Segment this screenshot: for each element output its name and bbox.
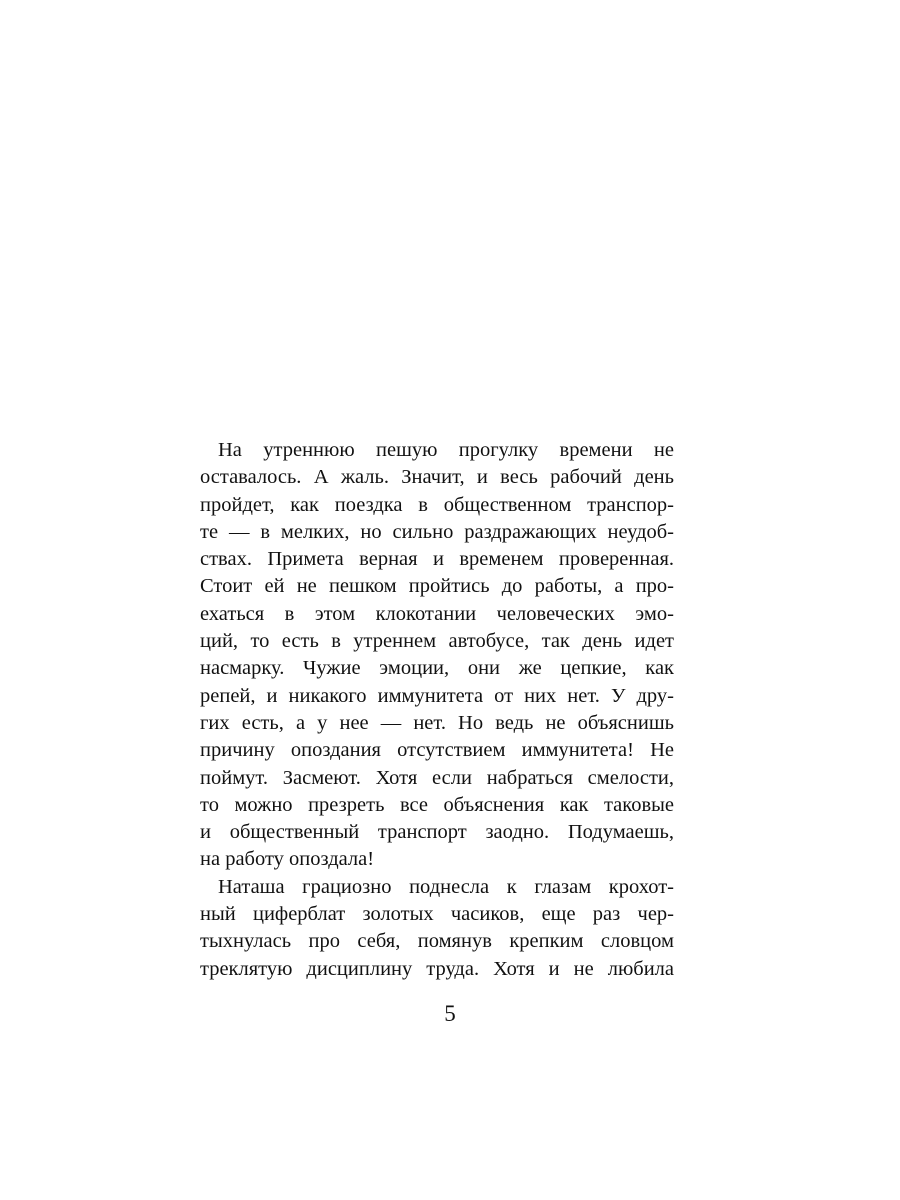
text-line: ехаться в этом клокотании человеческих эмо- <box>200 602 674 625</box>
text-line: репей, и никакого иммунитета от них нет. У дру- <box>200 684 674 707</box>
text-line: ций, то есть в утреннем автобусе, так день идет <box>200 630 674 653</box>
text-line: насмарку. Чужие эмоции, они же цепкие, как <box>200 657 674 680</box>
text-line: на работу опоздала! <box>200 848 375 871</box>
text-line: Стоит ей не пешком пройтись до работы, а про- <box>200 575 674 598</box>
text-line: ный циферблат золотых часиков, еще раз чер- <box>200 903 674 926</box>
text-line: На утреннюю пешую прогулку времени не <box>218 439 674 461</box>
text-line: треклятую дисциплину труда. Хотя и не любила <box>200 957 674 980</box>
text-line: поймут. Засмеют. Хотя если набраться смелости, <box>200 766 674 789</box>
text-line: ствах. Примета верная и временем проверенная. <box>200 548 674 571</box>
text-line: то можно презреть все объяснения как таковые <box>200 793 674 816</box>
page-number: 5 <box>444 1001 456 1026</box>
text-line: пройдет, как поездка в общественном транспор- <box>200 493 674 516</box>
text-line: Наташа грациозно поднесла к глазам крохот- <box>218 875 674 898</box>
text-line: оставалось. А жаль. Значит, и весь рабочий день <box>200 466 674 489</box>
text-line: гих есть, а у нее — нет. Но ведь не объяснишь <box>200 711 674 734</box>
text-line: и общественный транспорт заодно. Подумаешь, <box>200 821 674 844</box>
text-line: причину опоздания отсутствием иммунитета! Не <box>200 739 674 762</box>
body-text <box>200 437 674 983</box>
text-line: тыхнулась про себя, помянув крепким словцом <box>200 930 674 953</box>
text-line: те — в мелких, но сильно раздражающих неудоб- <box>200 520 674 543</box>
